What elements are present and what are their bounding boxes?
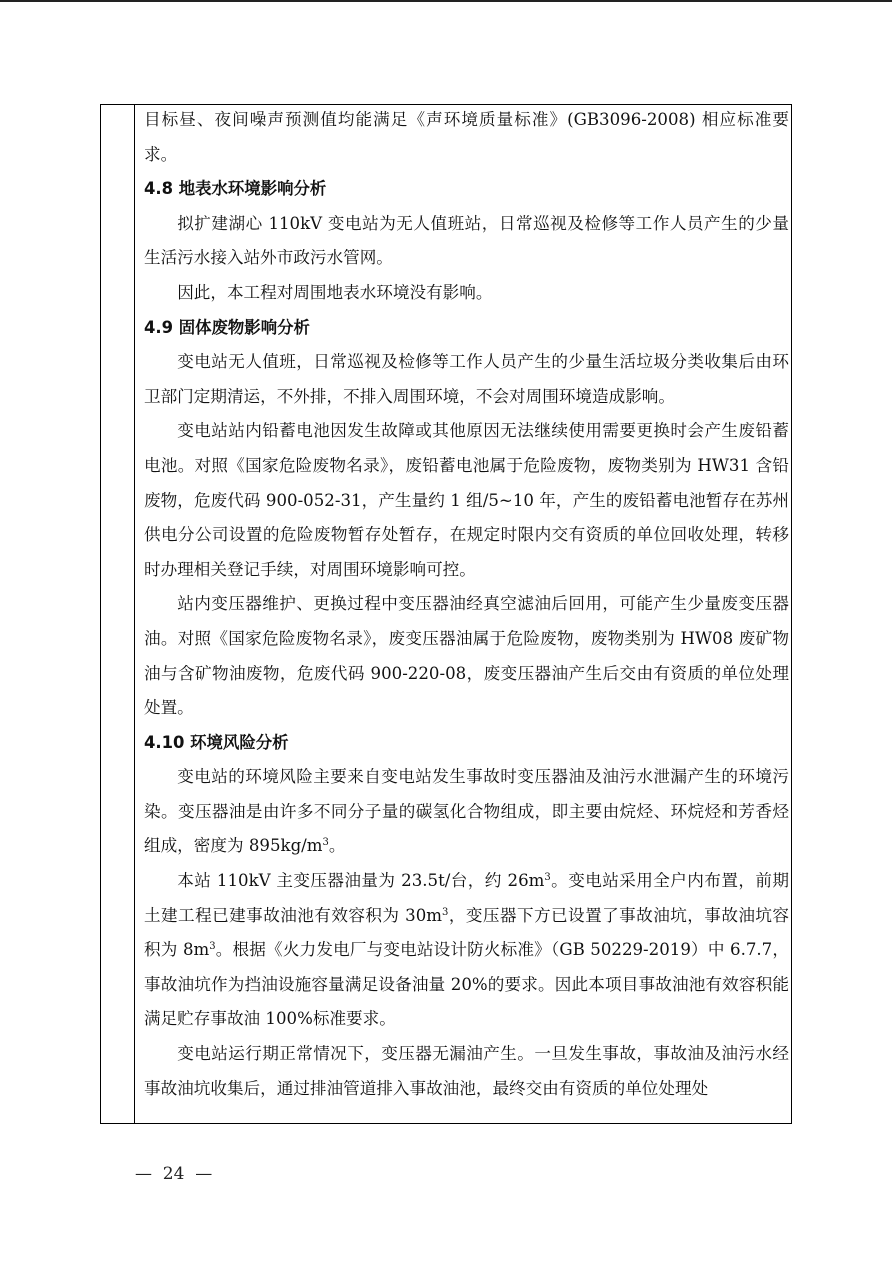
superscript: 3 — [544, 872, 551, 884]
paragraph-accident-oil-pool — [144, 864, 789, 1037]
document-body — [144, 103, 789, 1106]
paragraph-surface-water-conclusion: 因此，本工程对周围地表水环境没有影响。 — [177, 282, 493, 302]
text-run: 本站 110kV 主变压器油量为 23.5t/台，约 26m — [177, 871, 545, 891]
text-run: 。根据《火力发电厂与变电站设计防火标准》（GB 50229-2019）中 6.7.7，事故油坑作为挡油设施容量满足设备油量 20%的要求。因此本项目事故油池有效容积能满足贮存事故油 100%标准要求。 — [144, 940, 789, 1029]
table-column-divider — [134, 105, 135, 1123]
paragraph-domestic-garbage: 变电站无人值班，日常巡视及检修等工作人员产生的少量生活垃圾分类收集后由环卫部门定期清运，不外排，不排入周围环境，不会对周围环境造成影响。 — [144, 352, 789, 406]
paragraph-environmental-risk — [144, 760, 789, 864]
paragraph-oil-leak-handling: 变电站运行期正常情况下，变压器无漏油产生。一旦发生事故，事故油及油污水经事故油坑收集后，通过排油管道排入事故油池，最终交由有资质的单位处理处 — [144, 1044, 789, 1098]
paragraph-noise-conclusion: 目标昼、夜间噪声预测值均能满足《声环境质量标准》(GB3096-2008) 相应标准要求。 — [144, 110, 789, 164]
text-run: ，变压器下方已设置了事故油坑，事故油坑容积为 8m — [144, 905, 790, 960]
paragraph-wastewater: 拟扩建湖心 110kV 变电站为无人值班站，日常巡视及检修等工作人员产生的少量生活污水接入站外市政污水管网。 — [144, 213, 789, 268]
section-heading-4-8: 4.8 地表水环境影响分析 — [144, 179, 327, 199]
paragraph-waste-transformer-oil: 站内变压器维护、更换过程中变压器油经真空滤油后回用，可能产生少量废变压器油。对照《国家危险废物名录》，废变压器油属于危险废物，废物类别为 HW08 废矿物油与含矿物油废物，危废代码 900-220-08，废变压器油产生后交由有资质的单位处理处置。 — [144, 594, 789, 718]
section-heading-4-10: 4.10 环境风险分析 — [144, 732, 289, 752]
top-border-line — [0, 0, 892, 2]
superscript: 3 — [322, 837, 329, 849]
superscript: 3 — [209, 941, 216, 953]
page-number: — 24 — — [135, 1164, 213, 1184]
text-run: 变电站的环境风险主要来自变电站发生事故时变压器油及油污水泄漏产生的环境污染。变压器油是由许多不同分子量的碳氢化合物组成，即主要由烷烃、环烷烃和芳香烃组成，密度为 895kg/m — [144, 767, 789, 856]
text-run: 。 — [328, 836, 346, 856]
text-run: 。变电站采用全户内布置，前期土建工程已建事故油池有效容积为 30m — [144, 871, 789, 925]
section-heading-4-9: 4.9 固体废物影响分析 — [144, 317, 310, 337]
superscript: 3 — [442, 906, 449, 918]
paragraph-lead-acid-battery: 变电站站内铅蓄电池因发生故障或其他原因无法继续使用需要更换时会产生废铅蓄电池。对照《国家危险废物名录》，废铅蓄电池属于危险废物，废物类别为 HW31 含铅废物，危废代码 900-052-31，产生量约 1 组/5~10 年，产生的废铅蓄电池暂存在苏州供电分公司设置的危险废物暂存处暂存，在规定时限内交有资质的单位回收处理，转移时办理相关登记手续，对周围环境影响可控。 — [144, 421, 789, 579]
